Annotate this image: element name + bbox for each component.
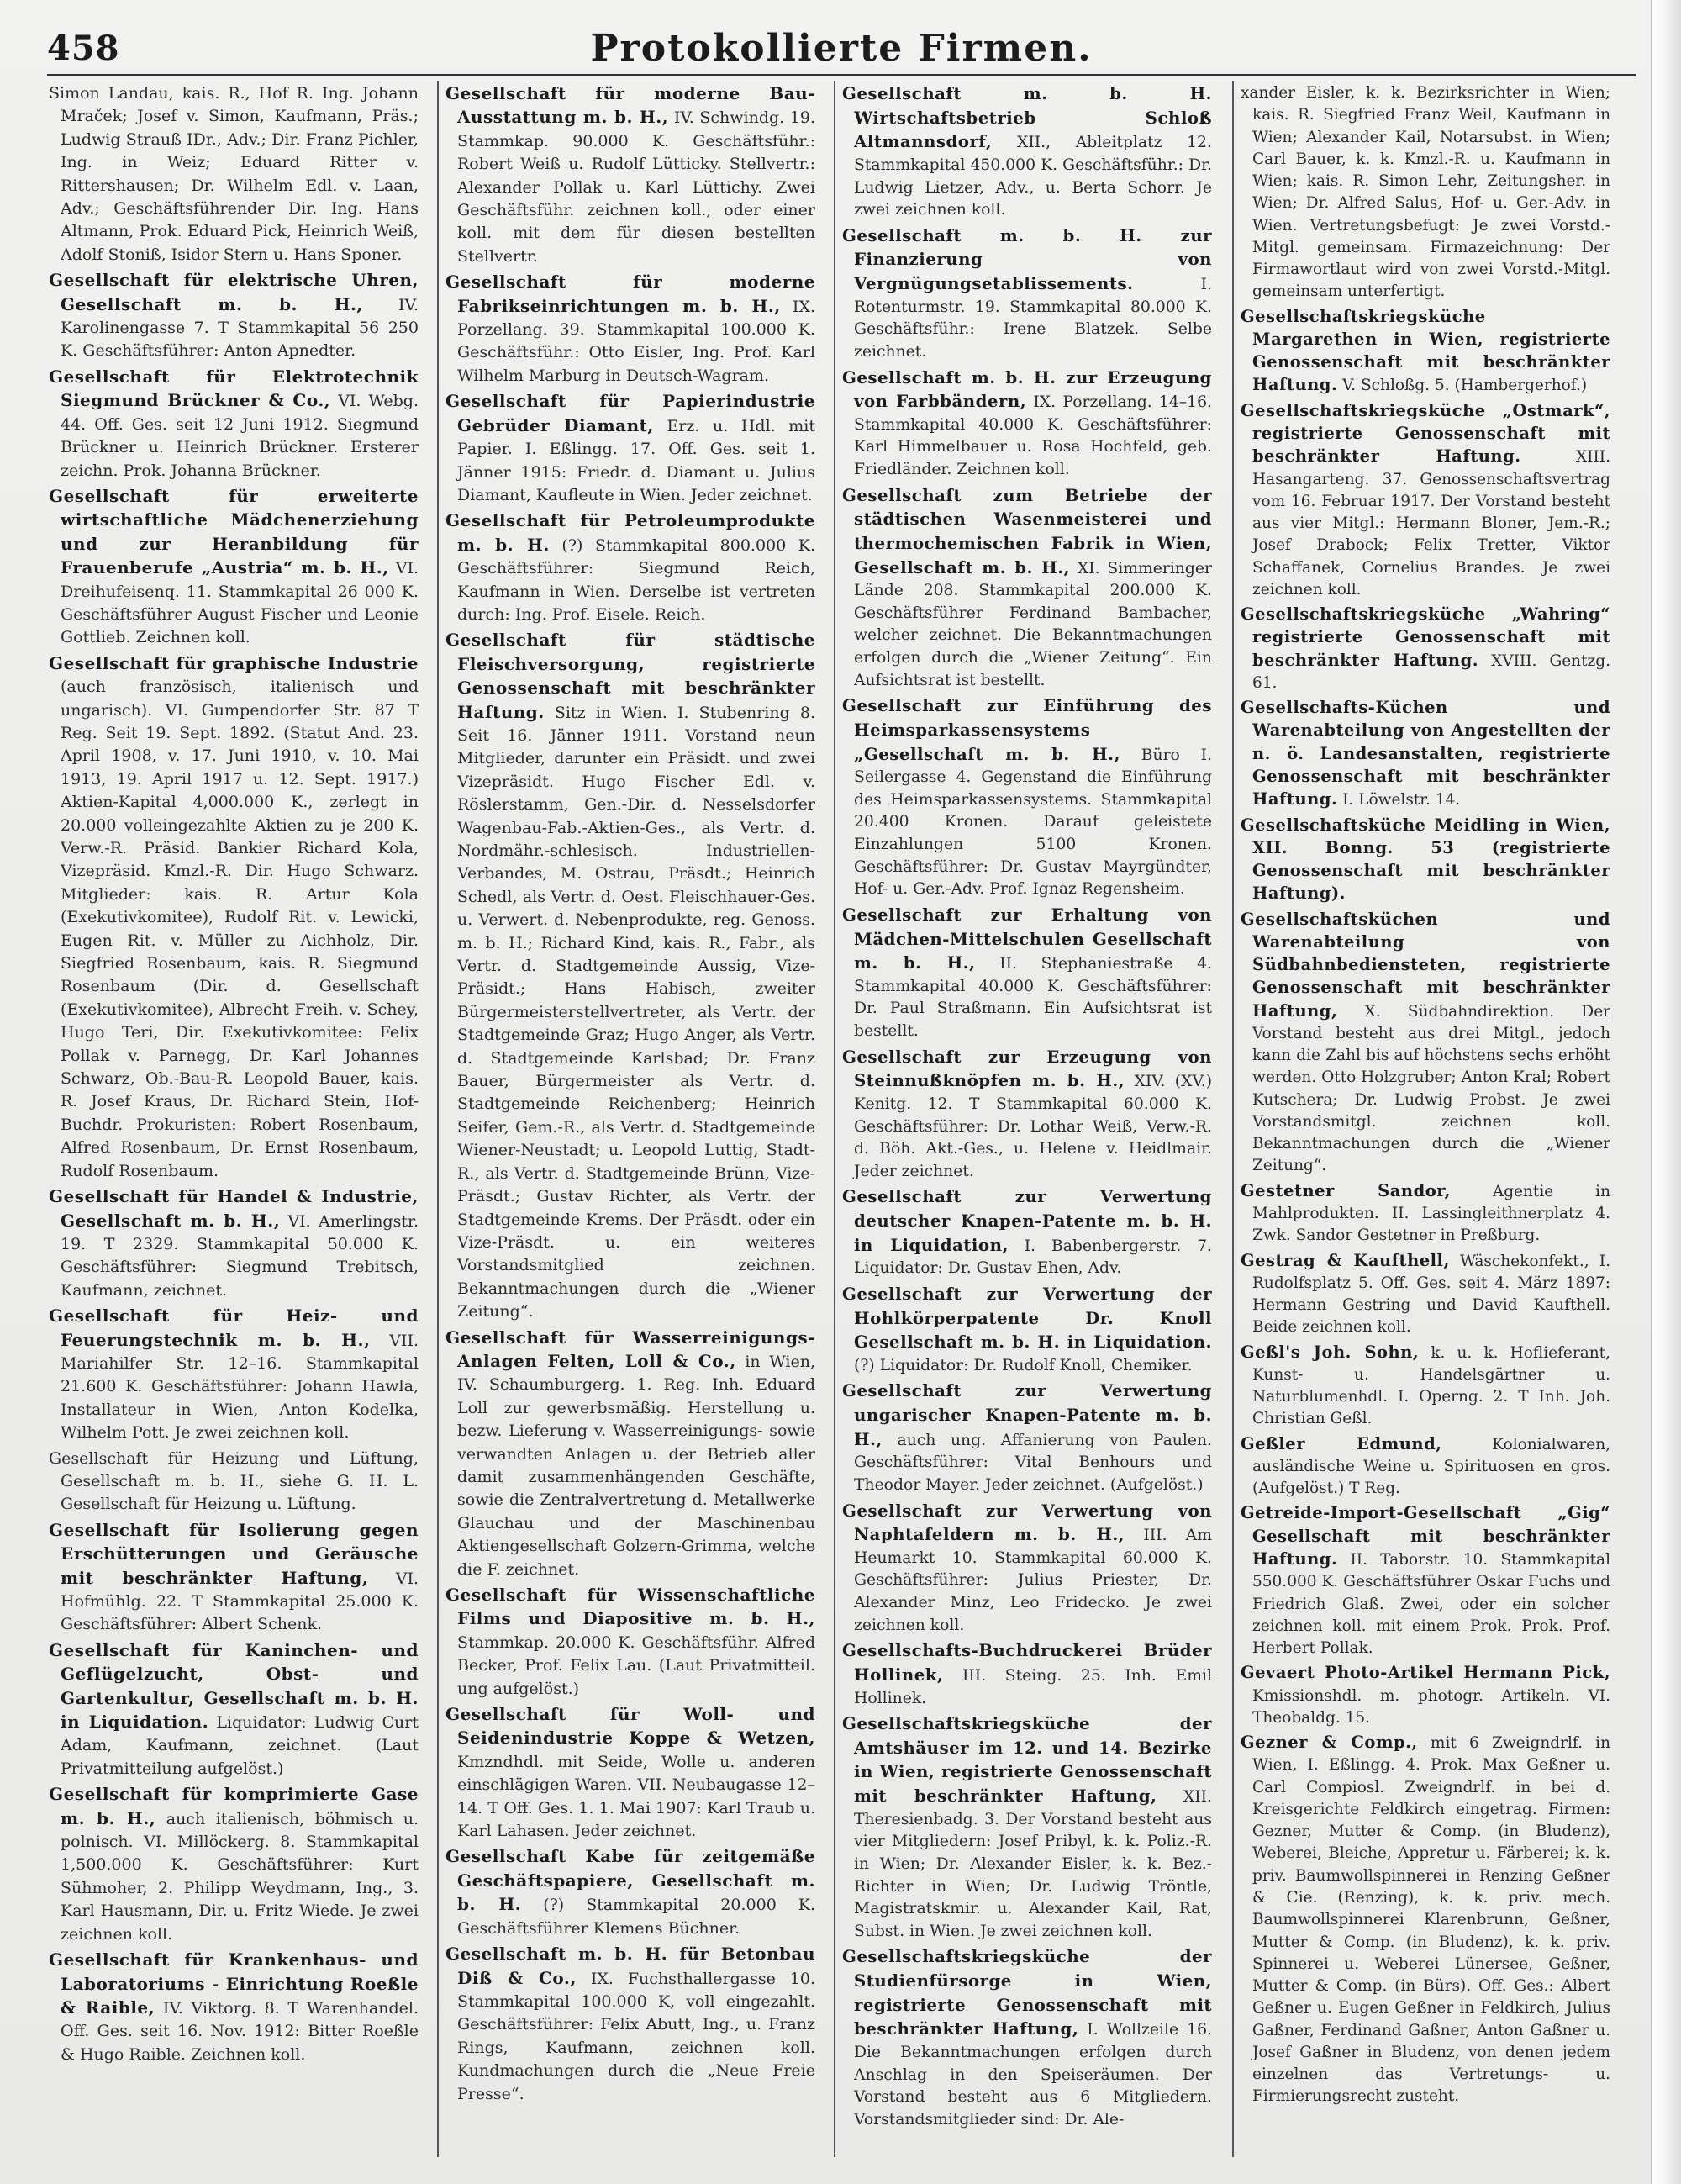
firm-name: Gesellschaft m. b. H. für Betonbau Diß & Co., [445, 1944, 815, 1988]
firm-name: Gesellschaft für städtische Fleischversorgung, registrierte Genossenschaft mit beschränkter Haftung. [445, 630, 815, 722]
firm-name: Gesellschaft für Papierindustrie Gebrüder Diamant, [445, 391, 815, 435]
firm-details: VI. Amerlingstr. 19. T 2329. Stammkapital 50.000 K. Geschäftsführer: Siegmund Trebitsch, Kaufmann, zeichnet. [61, 1211, 419, 1300]
firm-name: Gesellschaft für Elektrotechnik Siegmund Brückner & Co., [49, 366, 419, 411]
firm-details: (?) Stammkapital 20.000 K. Geschäftsführer Klemens Büchner. [457, 1896, 815, 1938]
firm-name: Gesellschaft für graphische Industrie [49, 652, 419, 673]
firm-entry [1241, 1250, 1610, 1339]
firm-details: Gesellschaft für Heizung und Lüftung, Gesellschaft m. b. H., siehe G. H. L. Gesellschaft für Heizung u. Lüftung. [49, 1448, 419, 1514]
firm-entry [49, 1185, 419, 1302]
firm-entry [842, 82, 1212, 222]
firm-details: I. Babenbergerstr. 7. Liquidator: Dr. Gustav Ehen, Adv. [854, 1237, 1212, 1278]
firm-details: Büro I. Seilergasse 4. Gegenstand die Einführung des Heimsparkassensystems. Stammkapital 20.400 Kronen. Darauf geleistete Einzahlungen 5100 Kronen. Geschäftsführer: Dr. Gustav Mayrgündter, Hof- u. Ger.-Adv. Prof. Ignaz Regensheim. [854, 746, 1212, 899]
firm-entry [842, 1639, 1212, 1710]
firm-details: VI. Webg. 44. Off. Ges. seit 12 Juni 1912. Siegmund Brückner u. Heinrich Brückner. Ersterer zeichn. Prok. Johanna Brückner. [61, 392, 419, 480]
firm-name: Gesellschaft für Krankenhaus- und Laboratoriums - Einrichtung Roeßle & Raible, [49, 1949, 419, 2018]
firm-name: Gesellschaft für Isolierung gegen Erschütterungen und Geräusche mit beschränkter Haftung, [49, 1519, 419, 1588]
firm-name: Gesellschaftskriegsküche Margarethen in Wien, registrierte Genossenschaft mit beschränkter Haftung. [1241, 306, 1610, 395]
firm-name: Gesellschaftskriegsküche der Amtshäuser im 12. und 14. Bezirke in Wien, registrierte Genossenschaft mit beschränkter Haftung, [842, 1713, 1212, 1806]
firm-name: Geßl's Joh. Sohn, [1241, 1342, 1420, 1362]
firm-name: Gesellschaftskriegsküche der Studienfürsorge in Wien, registrierte Genossenschaft mit beschränkter Haftung, [842, 1946, 1212, 2039]
firm-entry [842, 484, 1212, 693]
firm-name: Gesellschaft für moderne Bau-Ausstattung m. b. H., [445, 83, 815, 128]
firm-entry [49, 1949, 419, 2066]
firm-details: Sitz in Wien. I. Stubenring 8. Seit 16. Jänner 1911. Vorstand neun Mitglieder, darunter ein Präsidt. und zwei Vizepräsidt. Hugo Fischer Edl. v. Röslerstamm, Gen.-Dir. d. Nesselsdorfer Wagenbau-Fab.-Aktien-Ges., als Vertr. d. Nordmähr.-schlesisch. Industriellen-Verbandes, M. Ostrau, Präsdt.; Heinrich Schedl, als Vertr. d. Oest. Fleischhauer-Ges. u. Verwert. d. Nebenprodukte, reg. Genoss. m. b. H.; Richard Kind, kais. R., Fabr., als Vertr. d. Stadtgemeinde Aussig, Vize-Präsidt.; Hans Habisch, zweiter Bürgermeisterstellvertreter, als Vertr. der Stadtgemeinde Graz; Hugo Anger, als Vertr. d. Stadtgemeinde Karlsbad; Dr. Franz Bauer, Bürgermeister als Vertr. d. Stadtgemeinde Reichenberg; Heinrich Seifer, Gem.-R., als Vertr. d. Stadtgemeinde Wiener-Neustadt; u. Leopold Luttig, Stadt-R., als Vertr. d. Stadtgemeinde Brünn, Vize-Präsdt.; Gustav Richter, als Vertr. der Stadtgemeinde Krems. Der Präsdt. oder ein Vize-Präsdt. u. ein weiteres Vorstandsmitglied zeichnen. Bekanntmachungen durch die „Wiener Zeitung“. [457, 703, 815, 1321]
firm-entry [445, 271, 815, 388]
firm-details: IX. Fuchsthallergasse 10. Stammkapital 100.000 K, voll eingezahlt. Geschäftsführer: Felix Abutt, Ing., u. Franz Rings, Kaufmann, zeichnen koll. Kundmachungen durch die „Neue Freie Presse“. [457, 1969, 815, 2103]
firm-name: Gesellschaft für Handel & Industrie, Gesellschaft m. b. H., [49, 1186, 419, 1231]
firm-name: Gesellschaft für Petroleumprodukte m. b. H. [445, 510, 815, 555]
firm-entry [842, 694, 1212, 901]
firm-details: III. Steing. 25. Inh. Emil Hollinek. [854, 1666, 1212, 1707]
firm-name: Gesellschaft für Kaninchen- und Geflügelzucht, Obst- und Gartenkultur, Gesellschaft m. b. H. in Liquidation. [49, 1639, 419, 1733]
firm-entry [49, 366, 419, 483]
firm-name: Gesellschaft für Heiz- und Feuerungstechnik m. b. H., [49, 1306, 419, 1350]
firm-entry [49, 1305, 419, 1444]
firm-details: XII., Ableitplatz 12. Stammkapital 450.000 K. Geschäftsführ.: Dr. Ludwig Lietzer, Adv., u. Berta Schorr. Je zwei zeichnen koll. [854, 134, 1212, 219]
firm-details: XIV. (XV.) Kenitg. 12. T Stammkapital 60.000 K. Geschäftsführer: Dr. Lothar Weiß, Verw.-R. d. Böh. Akt.-Ges., u. Helene v. Heidlmair. Jeder zeichnet. [854, 1073, 1212, 1180]
firm-details: (?) Stammkapital 800.000 K. Geschäftsführer: Siegmund Reich, Kaufmann in Wien. Derselbe ist vertreten durch: Ing. Prof. Eisele. Reich. [457, 535, 815, 624]
firm-details: k. u. k. Hoflieferant, Kunst- u. Handelsgärtner u. Naturblumenhdl. I. Operng. 2. T Inh. Joh. Christian Geßl. [1252, 1343, 1610, 1428]
firm-name: Gesellschaft für Wissenschaftliche Films und Diapositive m. b. H., [445, 1585, 815, 1629]
firm-details: I. Rotenturmstr. 19. Stammkapital 80.000 K. Geschäftsführ.: Irene Blatzek. Selbe zeichnet. [854, 276, 1212, 361]
firm-entry [1241, 400, 1610, 601]
firm-details: IV. Viktorg. 8. T Warenhandel. Off. Ges. seit 16. Nov. 1912: Bitter Roeßle & Hugo Raible. Zeichnen koll. [61, 1998, 419, 2064]
firm-name: Gestetner Sandor, [1241, 1180, 1451, 1200]
firm-details: XI. Simmeringer Lände 208. Stammkapital 200.000 K. Geschäftsführer Ferdinand Bambacher, welcher zeichnet. Die Bekanntmachungen erfolgen durch die „Wiener Zeitung“. Ein Aufsichtsrat ist bestellt. [854, 559, 1212, 689]
firm-entry [842, 1712, 1212, 1943]
firm-details: X. Südbahndirektion. Der Vorstand besteht aus drei Mitgl., jedoch kann die Zahl bis auf höchstens sechs erhöht werden. Otto Holzgruber; Anton Kral; Robert Kutschera; Dr. Ludwig Probst. Je zwei Vorstandsmitgl. zeichnen koll. Bekanntmachungen durch die „Wiener Zeitung“. [1252, 1002, 1610, 1175]
firm-details: I. Löwelstr. 14. [1342, 791, 1461, 810]
firm-details: VI. Hofmühlg. 22. T Stammkapital 25.000 K. Geschäftsführer: Albert Schenk. [61, 1569, 419, 1634]
firm-entry [445, 629, 815, 1323]
firm-entry [1241, 82, 1610, 303]
text-column-3 [842, 82, 1212, 2159]
firm-name: Gesellschaft zum Betriebe der städtischen Wasenmeisterei und thermochemischen Fabrik in Wien, Gesellschaft m. b. H., [842, 484, 1212, 578]
firm-entry [1241, 306, 1610, 398]
firm-entry [49, 485, 419, 650]
firm-details: Wäschekonfekt., I. Rudolfsplatz 5. Off. Ges. seit 4. März 1897: Hermann Gestring und David Kaufthell. Beide zeichnen koll. [1252, 1252, 1610, 1337]
firm-details: V. Schloßg. 5. (Hambergerhof.) [1342, 377, 1588, 395]
firm-entry [49, 1448, 419, 1517]
firm-entry [445, 1943, 815, 2106]
firm-entry [1241, 697, 1610, 811]
firm-entry [49, 1783, 419, 1946]
firm-details: II. Stephaniestraße 4. Stammkapital 40.000 K. Geschäftsführer: Dr. Paul Straßmann. Ein Aufsichtsrat ist bestellt. [854, 955, 1212, 1040]
firm-details: VII. Mariahilfer Str. 12–16. Stammkapital 21.600 K. Geschäftsführer: Johann Hawla, Installateur in Wien, Anton Kodelka, Wilhelm Pott. Je zwei zeichnen koll. [61, 1331, 419, 1443]
firm-name: Gesellschaft m. b. H. zur Erzeugung von Farbbändern, [842, 367, 1212, 412]
column-separator [1232, 81, 1234, 2157]
firm-name: Gesellschaft für Woll- und Seidenindustrie Koppe & Wetzen, [445, 1704, 815, 1749]
firm-name: Gesellschafts-Buchdruckerei Brüder Hollinek, [842, 1640, 1212, 1685]
header-rule [47, 74, 1636, 76]
firm-entry [1241, 1180, 1610, 1248]
firm-entry [445, 509, 815, 626]
column-separator [437, 81, 439, 2157]
firm-name: Gesellschaft zur Erhaltung von Mädchen-Mittelschulen Gesellschaft m. b. H., [842, 904, 1212, 973]
page-header [47, 24, 1636, 71]
firm-entry [49, 1639, 419, 1780]
firm-entry [842, 224, 1212, 364]
firm-name: Gesellschafts-Küchen und Warenabteilung von Angestellten der n. ö. Landesanstalten, registrierte Genossenschaft mit beschränkter Haftung. [1241, 698, 1610, 810]
firm-name: Gesellschaft für moderne Fabrikseinrichtungen m. b. H., [445, 272, 815, 316]
firm-entry [1241, 1502, 1610, 1659]
firm-entry [445, 82, 815, 268]
firm-entry [445, 1703, 815, 1843]
firm-entry [445, 1845, 815, 1940]
firm-details: (?) Liquidator: Dr. Rudolf Knoll, Chemiker. [854, 1356, 1193, 1374]
firm-details: III. Am Heumarkt 10. Stammkapital 60.000 K. Geschäftsführer: Julius Priester, Dr. Alexander Minz, Leo Fridecko. Je zwei zeichnen koll. [854, 1527, 1212, 1634]
firm-details: XII. Theresienbadg. 3. Der Vorstand besteht aus vier Mitgliedern: Josef Pribyl, k. k. Poliz.-R. in Wien; Dr. Alexander Eisler, k. k. Bez.-Richter in Wien; Dr. Ludwig Tröntle, Magistratskmir. u. Alexander Kail, Rat, Subst. in Wien. Je zwei zeichnen koll. [854, 1788, 1212, 1940]
firm-name: Gesellschaft zur Verwertung ungarischer Knapen-Patente m. b. H., [842, 1380, 1212, 1449]
firm-details: (auch französisch, italienisch und ungarisch). VI. Gumpendorfer Str. 87 T Reg. Seit 19. Sept. 1892. (Statut And. 23. April 1908, v. 17. Juni 1910, v. 10. Mai 1913, 19. April 1917 u. 12. Sept. 1917.) Aktien-Kapital 4,000.000 K., zerlegt in 20.000 volleingezahlte Aktien zu je 200 K. Verw.-R. Präsid. Bankier Richard Kola, Vizepräsid. Kmzl.-R. Dir. Hugo Schwarz. Mitglieder: kais. R. Artur Kola (Exekutivkomitee), Rudolf Rit. v. Lewicki, Eugen Rit. v. Müller zu Aichholz, Dir. Siegfried Rosenbaum, kais. R. Siegmund Rosenbaum (Dir. d. Gesellschaft (Exekutivkomitee), Albrecht Freih. v. Schey, Hugo Teri, Dir. Exekutivkomitee: Felix Pollak v. Parnegg, Dr. Karl Johannes Schwarz, Ob.-Bau-R. Leopold Bauer, kais. R. Josef Kraus, Dr. Richard Stein, Hof-Buchdr. Prokuristen: Robert Rosenbaum, Alfred Rosenbaum, Dr. Ernst Rosenbaum, Rudolf Rosenbaum. [61, 678, 419, 1180]
firm-details: Kolonialwaren, ausländische Weine u. Spirituosen en gros. (Aufgelöst.) T Reg. [1252, 1435, 1610, 1498]
firm-entry [49, 269, 419, 363]
firm-entry [49, 652, 419, 1183]
firm-name: Gesellschaftskriegsküche „Wahring“ registrierte Genossenschaft mit beschränkter Haftung. [1241, 604, 1610, 670]
firm-entry [842, 1283, 1212, 1378]
firm-name: Gestrag & Kaufthell, [1241, 1250, 1450, 1270]
firm-details: XVIII. Gentzg. 61. [1252, 652, 1610, 692]
firm-name: Gesellschaft für Wasserreinigungs-Anlagen Felten, Loll & Co., [445, 1327, 815, 1371]
firm-details: I. Wollzeile 16. Die Bekanntmachungen erfolgen durch Anschlag in den Speiseräumen. Der Vorstand besteht aus 6 Mitgliedern. Vorstandsmitglieder sind: Dr. Ale- [854, 2021, 1212, 2129]
text-column-1 [49, 82, 419, 2159]
firm-details: IX. Porzellang. 39. Stammkapital 100.000 K. Geschäftsführ.: Otto Eisler, Ing. Prof. Karl Wilhelm Marburg in Deutsch-Wagram. [457, 297, 815, 385]
firm-name: Gesellschaft zur Verwertung deutscher Knapen-Patente m. b. H. in Liquidation, [842, 1186, 1212, 1255]
firm-entry [49, 1519, 419, 1637]
firm-name: Gesellschaft m. b. H. zur Finanzierung von Vergnügungsetablissements. [842, 224, 1212, 293]
firm-entry [1241, 909, 1610, 1178]
firm-entry [842, 1500, 1212, 1638]
firm-entry [842, 904, 1212, 1043]
firm-name: Gesellschaft zur Verwertung von Naphtafeldern m. b. H., [842, 1500, 1212, 1545]
firm-details: auch italienisch, böhmisch u. polnisch. VI. Millöckerg. 8. Stammkapital 1,500.000 K. Geschäftsführer: Kurt Sühmoher, 2. Philipp Weydmann, Ing., 3. Karl Hausmann, Dir. u. Fritz Wiede. Je zwei zeichnen koll. [61, 1809, 419, 1944]
firm-entry [1241, 1342, 1610, 1431]
firm-details: Erz. u. Hdl. mit Papier. I. Eßlingg. 17. Off. Ges. seit 1. Jänner 1915: Friedr. d. Diamant u. Julius Diamant, Kaufleute in Wien. Jeder zeichnet. [457, 416, 815, 504]
firm-details: IX. Porzellang. 14–16. Stammkapital 40.000 K. Geschäftsführer: Karl Himmelbauer u. Rosa Hochfeld, geb. Friedländer. Zeichnen koll. [854, 393, 1212, 478]
firm-entry [842, 1380, 1212, 1496]
firm-details: Liquidator: Ludwig Curt Adam, Kaufmann, zeichnet. (Laut Privatmitteilung aufgelöst.) [61, 1713, 419, 1778]
firm-entry [445, 1584, 815, 1701]
firm-name: Gevaert Photo-Artikel Hermann Pick, [1241, 1663, 1610, 1683]
firm-details: VI. Dreihufeisenq. 11. Stammkapital 26 000 K. Geschäftsführer August Fischer und Leonie Gottlieb. Zeichnen koll. [61, 559, 419, 647]
firm-details: Simon Landau, kais. R., Hof R. Ing. Johann Mraček; Josef v. Simon, Kaufmann, Präs.; Ludwig Strauß IDr., Adv.; Dir. Franz Pichler, Ing. in Weiz; Eduard Ritter v. Rittershausen; Dr. Wilhelm Edl. v. Laan, Adv.; Geschäftsführender Dir. Ing. Hans Altmann, Prok. Eduard Pick, Heinrich Weiß, Adolf Stoniß, Isidor Stern u. Hans Sponer. [49, 84, 419, 264]
firm-entry [1241, 815, 1610, 906]
firm-details: IV. Schwindg. 19. Stammkap. 90.000 K. Geschäftsführ.: Robert Weiß u. Rudolf Lütticky. Stellvertr.: Alexander Pollak u. Karl Lüttichy. Zwei Geschäftsführ. zeichnen koll., oder einer koll. mit dem für diesen bestellten Stellvertr. [457, 108, 815, 266]
running-title: Protokollierte Firmen. [590, 27, 1093, 70]
firm-details: Agentie in Mahlprodukten. II. Lassingleithnerplatz 4. Zwk. Sandor Gestetner in Preßburg. [1252, 1182, 1610, 1245]
firm-name: Gesellschaftsküche Meidling in Wien, XII. Bonng. 53 (registrierte Genossenschaft mit beschränkter Haftung). [1241, 815, 1610, 904]
firm-name: Gesellschaft m. b. H. Wirtschaftsbetrieb Schloß Altmannsdorf, [842, 83, 1212, 152]
firm-entry [1241, 604, 1610, 694]
firm-details: II. Taborstr. 10. Stammkapital 550.000 K. Geschäftsführer Oskar Fuchs und Friedrich Glaß. Zwei, oder ein solcher zeichnen koll. mit einem Prok. Prok. Prof. Herbert Pollak. [1252, 1551, 1610, 1658]
firm-entry [1241, 1433, 1610, 1501]
firm-details: xander Eisler, k. k. Bezirksrichter in Wien; kais. R. Siegfried Franz Weil, Kaufmann in Wien; Alexander Kail, Notarsubst. in Wien; Carl Bauer, k. k. Kmzl.-R. u. Kaufmann in Wien; kais. R. Simon Lehr, Zeitungsher. in Wien; Dr. Alfred Salus, Hof- u. Ger.-Adv. in Wien. Vertretungsbefugt: Je zwei Vorstd.-Mitgl. gemeinsam. Firmazeichnung: Der Firmawortlaut wird von zwei Vorstd.-Mitgl. gemeinsam unterfertigt. [1241, 84, 1610, 301]
firm-details: Kmzndhdl. mit Seide, Wolle u. anderen einschlägigen Waren. VII. Neubaugasse 12–14. T Off. Ges. 1. 1. Mai 1907: Karl Traub u. Karl Lahasen. Jeder zeichnet. [457, 1752, 815, 1841]
firm-details: Stammkap. 20.000 K. Geschäftsführ. Alfred Becker, Prof. Felix Lau. (Laut Privatmitteil. ung aufgelöst.) [457, 1633, 815, 1698]
firm-details: mit 6 Zweigndrlf. in Wien, I. Eßlingg. 4. Prok. Max Geßner u. Carl Compiosl. Zweigndrlf. in bei d. Kreisgerichte Feldkirch eingetrag. Firmen: Gezner, Mutter & Comp. (in Bludenz), Weberei, Bleiche, Appretur u. Färberei; k. k. priv. Baumwollspinnerei in Renzing Geßner & Cie. (Renzing), k. k. priv. mech. Baumwollspinnerei Klarenbrunn, Geßner, Mutter & Comp. (in Bludenz), k. k. priv. Spinnerei u. Weberei Lünersee, Geßner, Mutter & Comp. (in Bürs). Off. Ges.: Albert Geßner u. Eugen Geßner in Feldkirch, Julius Gaßner, Ferdinand Gaßner, Anton Gaßner u. Josef Gaßner in Bludenz, von denen jedem einzelnen das Vertretungs- u. Firmierungsrecht zusteht. [1252, 1734, 1610, 2106]
firm-name: Getreide-Import-Gesellschaft „Gig“ Gesellschaft mit beschränkter Haftung. [1241, 1503, 1610, 1569]
firm-details: auch ung. Affanierung von Paulen. Geschäftsführer: Vital Benhours und Theodor Mayer. Jeder zeichnet. (Aufgelöst.) [854, 1431, 1212, 1494]
firm-details: Kmissionshdl. m. photogr. Artikeln. VI. Theobaldg. 15. [1252, 1686, 1610, 1727]
firm-entry [49, 82, 419, 266]
firm-name: Gesellschaftskriegsküche „Ostmark“, registrierte Genossenschaft mit beschränkter Haftung. [1241, 400, 1610, 467]
firm-details: in Wien, IV. Schaumburgerg. 1. Reg. Inh. Eduard Loll zur gewerbsmäßig. Herstellung u. bezw. Lieferung v. Wasserreinigungs- sowie verwandten Anlagen u. der Betrieb aller damit zusammenhängenden Geschäfte, sowie die Zentralvertretung d. Metallwerke Glauchau und der Maschinenbau Aktiengesellschaft Golzern-Grimma, welche die F. zeichnet. [457, 1352, 815, 1579]
firm-entry [1241, 1732, 1610, 2108]
firm-name: Gesellschaft zur Erzeugung von Steinnußknöpfen m. b. H., [842, 1046, 1212, 1091]
scan-edge [1651, 0, 1681, 2184]
firm-name: Gesellschaftsküchen und Warenabteilung von Südbahnbediensteten, registrierte Genossenschaft mit beschränkter Haftung, [1241, 909, 1610, 1021]
firm-entry [842, 1046, 1212, 1184]
firm-name: Geßler Edmund, [1241, 1433, 1442, 1453]
firm-entry [842, 1945, 1212, 2131]
text-column-2 [445, 82, 815, 2159]
firm-name: Gesellschaft Kabe für zeitgemäße Geschäftspapiere, Gesellschaft m. b. H. [445, 1846, 815, 1915]
firm-name: Gesellschaft für komprimierte Gase m. b. H., [49, 1784, 419, 1828]
page-number: 458 [47, 29, 120, 68]
firm-details: IV. Karolinengasse 7. T Stammkapital 56 250 K. Geschäftsführer: Anton Apnedter. [61, 295, 419, 361]
firm-entry [445, 1327, 815, 1581]
firm-name: Gesellschaft für erweiterte wirtschaftliche Mädchenerziehung und zur Heranbildung für Frauenberufe „Austria“ m. b. H., [49, 485, 419, 578]
firm-name: Gesellschaft zur Einführung des Heimsparkassensystems „Gesellschaft m. b. H., [842, 695, 1212, 764]
column-separator [834, 81, 835, 2157]
firm-details: XIII. Hasangarteng. 37. Genossenschaftsvertrag vom 16. Februar 1917. Der Vorstand besteht aus vier Mitgl.: Hermann Bloner, Jem.-R.; Josef Drabock; Felix Tretter, Viktor Schaffanek, Cornelius Brandes. Je zwei zeichnen koll. [1252, 448, 1610, 599]
firm-name: Gesellschaft für elektrische Uhren, Gesellschaft m. b. H., [49, 270, 419, 314]
firm-entry [445, 390, 815, 507]
firm-name: Gesellschaft zur Verwertung der Hohlkörperpatente Dr. Knoll Gesellschaft m. b. H. in Liquidation. [842, 1283, 1212, 1353]
firm-entry [1241, 1662, 1610, 1729]
firm-name: Gezner & Comp., [1241, 1733, 1418, 1753]
firm-entry [842, 367, 1212, 482]
text-column-4 [1241, 82, 1610, 2159]
firm-entry [842, 1185, 1212, 1280]
